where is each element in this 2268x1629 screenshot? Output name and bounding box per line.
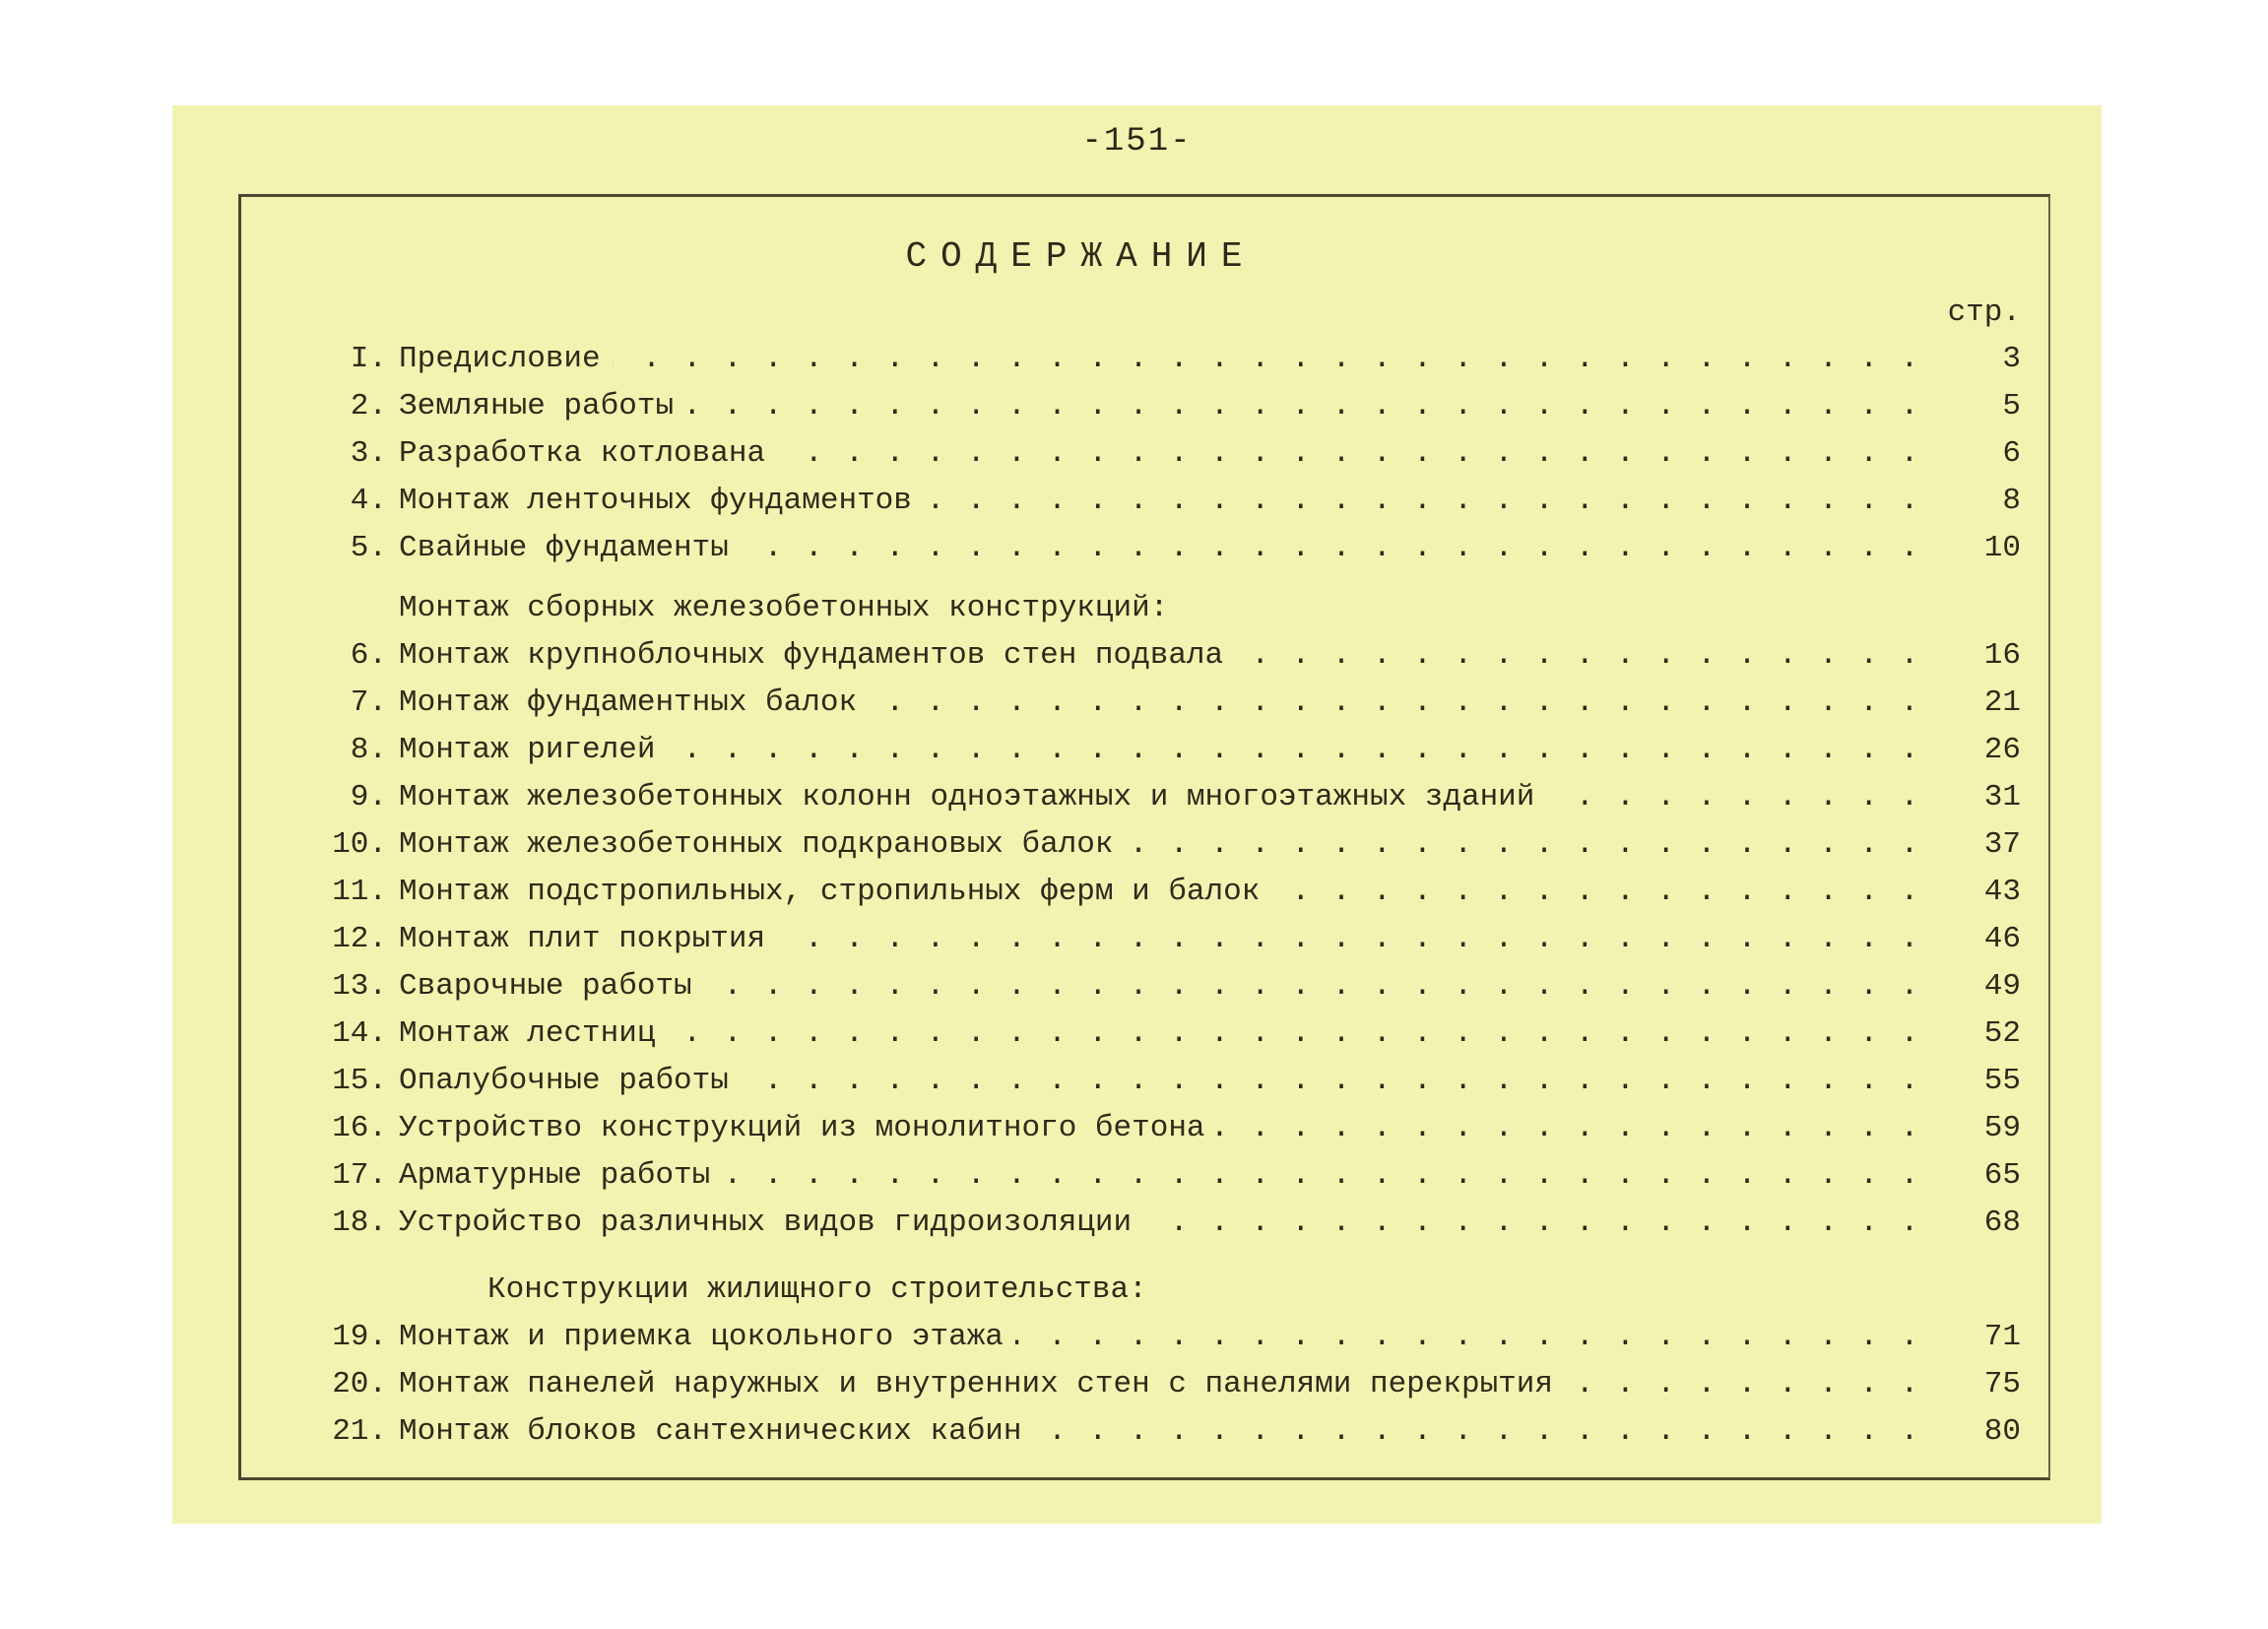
entry-title: Опалубочные работы . . . xyxy=(399,1059,1940,1104)
entry-number: 20. xyxy=(332,1367,387,1401)
toc-entry xyxy=(241,1362,2048,1407)
entry-number: 12. xyxy=(332,922,387,956)
toc-entry xyxy=(241,633,2048,679)
toc-entry xyxy=(241,1011,2048,1057)
toc-entry xyxy=(241,728,2048,773)
entry-title: Монтаж блоков сантехнических кабин . . . xyxy=(399,1409,1940,1455)
entry-title: Устройство различных видов гидроизоляции . . . xyxy=(399,1201,1940,1246)
entry-number: 5. xyxy=(350,531,387,565)
entry-number: 2. xyxy=(350,389,387,424)
entry-page: 43 xyxy=(1983,875,2021,909)
toc-entry xyxy=(241,917,2048,962)
toc-entry xyxy=(241,1409,2048,1455)
entry-title: Монтаж панелей наружных и внутренних стен с панелями перекрытия . . . xyxy=(399,1362,1940,1407)
toc-entry xyxy=(241,1315,2048,1360)
entry-page: 75 xyxy=(1983,1367,2021,1401)
toc-entry xyxy=(241,775,2048,820)
entry-title: Монтаж лестниц . . . xyxy=(399,1011,1940,1057)
entry-title: Монтаж ленточных фундаментов . . . xyxy=(399,479,1940,524)
entry-title: Монтаж подстропильных, стропильных ферм и балок . . . xyxy=(399,870,1940,915)
entry-number: 11. xyxy=(332,875,387,909)
entry-title: Арматурные работы . . . xyxy=(399,1153,1940,1199)
scanned-page xyxy=(172,105,2102,1524)
entry-title: Монтаж плит покрытия . . . xyxy=(399,917,1940,962)
contents-title: СОДЕРЖАНИЕ xyxy=(905,236,1257,277)
section-heading: Монтаж сборных железобетонных конструкций: xyxy=(399,591,1169,625)
entry-page: 71 xyxy=(1983,1320,2021,1354)
entry-number: 18. xyxy=(332,1205,387,1240)
entry-page: 59 xyxy=(1983,1111,2021,1145)
entry-number: 21. xyxy=(332,1414,387,1449)
entry-title: Предисловие . . . xyxy=(399,337,1940,382)
entry-number: 9. xyxy=(350,780,387,814)
toc-entry xyxy=(241,822,2048,868)
entry-number: 8. xyxy=(350,733,387,767)
toc-entry xyxy=(241,681,2048,726)
entry-page: 26 xyxy=(1983,733,2021,767)
entry-number: 19. xyxy=(332,1320,387,1354)
entry-page: 80 xyxy=(1983,1414,2021,1449)
entry-title: Свайные фундаменты . . . xyxy=(399,526,1940,571)
entry-page: 37 xyxy=(1983,827,2021,862)
entry-title: Монтаж крупноблочных фундаментов стен подвала . . . xyxy=(399,633,1940,679)
toc-entry xyxy=(241,337,2048,382)
entry-page: 10 xyxy=(1983,531,2021,565)
page-column-label: стр. xyxy=(1947,295,2021,330)
page-number: -151- xyxy=(1081,123,1193,161)
toc-entry xyxy=(241,870,2048,915)
entry-number: 17. xyxy=(332,1158,387,1193)
toc-entry xyxy=(241,964,2048,1010)
entry-number: 4. xyxy=(350,484,387,518)
section-heading: Конструкции жилищного строительства: xyxy=(487,1272,1147,1307)
entry-page: 5 xyxy=(2002,389,2021,424)
entry-page: 21 xyxy=(1983,685,2021,720)
toc-entry xyxy=(241,526,2048,571)
toc-entry xyxy=(241,1106,2048,1151)
entry-number: 7. xyxy=(350,685,387,720)
entry-page: 46 xyxy=(1983,922,2021,956)
entry-title: Земляные работы . . . xyxy=(399,384,1940,429)
toc-entry xyxy=(241,1201,2048,1246)
entry-page: 8 xyxy=(2002,484,2021,518)
entry-number: 16. xyxy=(332,1111,387,1145)
entry-title: Монтаж железобетонных подкрановых балок . . . xyxy=(399,822,1940,868)
entry-page: 6 xyxy=(2002,436,2021,471)
entry-title: Монтаж ригелей . . . xyxy=(399,728,1940,773)
entry-page: 31 xyxy=(1983,780,2021,814)
entry-title: Устройство конструкций из монолитного бетона . . . xyxy=(399,1106,1940,1151)
entry-page: 52 xyxy=(1983,1016,2021,1051)
entry-title: Монтаж и приемка цокольного этажа . . . xyxy=(399,1315,1940,1360)
entry-title: Сварочные работы . . . xyxy=(399,964,1940,1010)
entry-page: 68 xyxy=(1983,1205,2021,1240)
entry-page: 65 xyxy=(1983,1158,2021,1193)
entry-page: 3 xyxy=(2002,342,2021,376)
toc-entry xyxy=(241,1153,2048,1199)
entry-number: 3. xyxy=(350,436,387,471)
entry-page: 55 xyxy=(1983,1064,2021,1098)
toc-entry xyxy=(241,479,2048,524)
toc-entry xyxy=(241,431,2048,477)
entry-number: 14. xyxy=(332,1016,387,1051)
entry-title: Монтаж железобетонных колонн одноэтажных и многоэтажных зданий . . . xyxy=(399,775,1940,820)
entry-number: 6. xyxy=(350,638,387,673)
entry-title: Разработка котлована . . . xyxy=(399,431,1940,477)
toc-entry xyxy=(241,384,2048,429)
toc-entry xyxy=(241,1059,2048,1104)
entry-number: 13. xyxy=(332,969,387,1004)
entry-number: 15. xyxy=(332,1064,387,1098)
entry-page: 16 xyxy=(1983,638,2021,673)
contents-frame xyxy=(238,194,2050,1480)
entry-number: 10. xyxy=(332,827,387,862)
entry-page: 49 xyxy=(1983,969,2021,1004)
entry-number: I. xyxy=(350,342,387,376)
entry-title: Монтаж фундаментных балок . . . xyxy=(399,681,1940,726)
